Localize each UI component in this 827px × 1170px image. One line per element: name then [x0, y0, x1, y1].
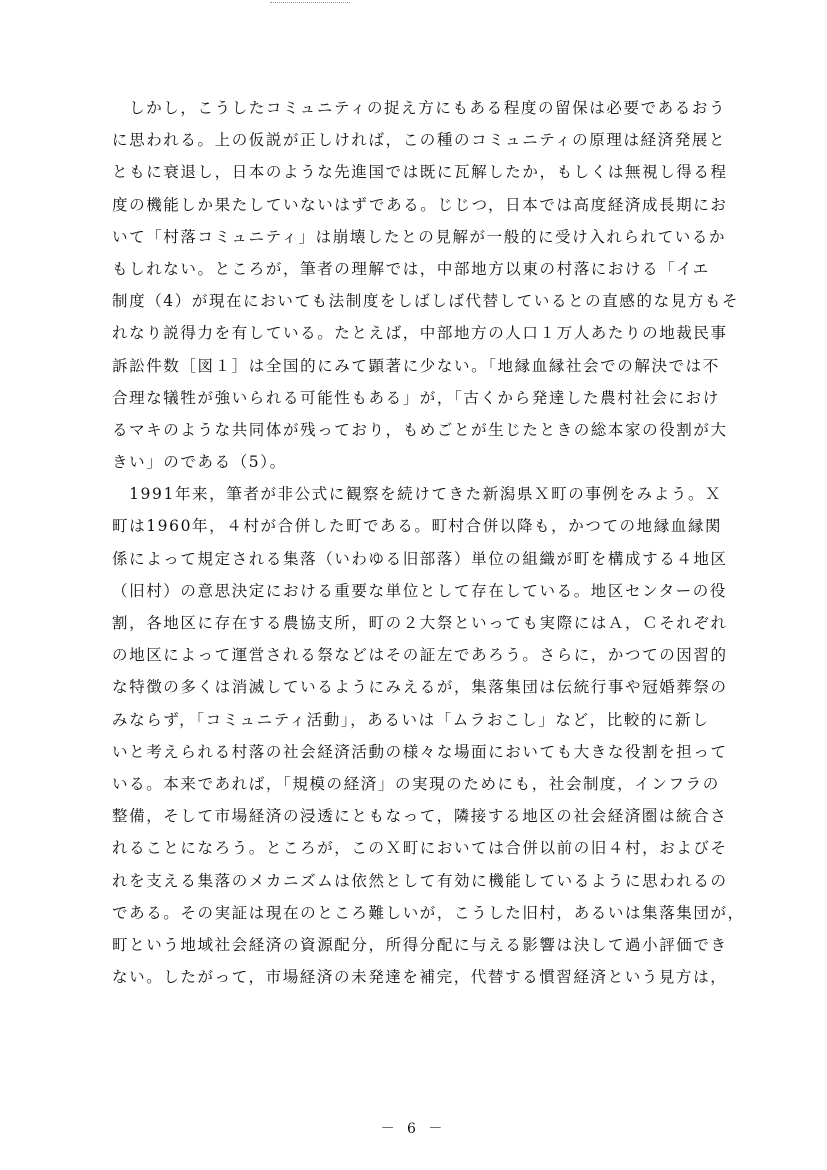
text-line: れなり説得力を有している。たとえば，中部地方の人口１万人あたりの地裁民事	[112, 324, 728, 343]
scan-artifact-mark	[270, 2, 350, 9]
text-line: （旧村）の意思決定における重要な単位として存在している。地区センターの役	[112, 581, 727, 600]
text-line: れることになろう。ところが，このＸ町においては合併以前の旧４村，およびそ	[112, 839, 728, 858]
text-line: れを支える集落のメカニズムは依然として有効に機能しているように思われるの	[112, 871, 728, 890]
text-line: 訴訟件数［図１］は全国的にみて顕著に少ない。「地縁血縁社会での解決では不	[112, 356, 720, 375]
text-line: 町という地域社会経済の資源配分，所得分配に与える影響は決して過小評価でき	[112, 935, 728, 954]
text-line: 1991年来，筆者が非公式に観察を続けてきた新潟県Ｘ町の事例をみよう。Ｘ	[112, 485, 723, 504]
text-line: な特徴の多くは消滅しているようにみえるが，集落集団は伝統行事や冠婚葬祭の	[112, 678, 728, 697]
text-line: 割，各地区に存在する農協支所，町の２大祭といっても実際にはＡ，Ｃそれぞれ	[112, 614, 728, 632]
text-line: しかし，こうしたコミュニティの捉え方にもある程度の留保は必要であるおう	[112, 99, 727, 117]
text-line: の地区によって運営される祭などはその証左であろう。さらに，かつての因習的	[112, 646, 728, 665]
body-text	[112, 92, 762, 993]
text-line: ともに衰退し，日本のような先進国では既に瓦解したか，もしくは無視し得る程	[112, 163, 728, 182]
text-line: きい」のである（5）。	[112, 453, 287, 472]
text-line: いと考えられる村落の社会経済活動の様々な場面においても大きな役割を担って	[112, 742, 728, 761]
text-line: 整備，そして市場経済の浸透にともなって，隣接する地区の社会経済圏は統合さ	[112, 807, 728, 826]
text-line: 制度（4）が現在においても法制度をしばしば代替しているとの直感的な見方もそ	[112, 292, 740, 311]
text-line: いる。本来であれば，「規模の経済」の実現のためにも，社会制度，インフラの	[112, 774, 720, 793]
text-line: に思われる。上の仮説が正しければ，この種のコミュニティの原理は経済発展と	[112, 131, 727, 150]
text-line: みならず，「コミュニティ活動」，あるいは「ムラおこし」など，比較的に新し	[112, 710, 710, 729]
text-line: いて「村落コミュニティ」は崩壊したとの見解が一般的に受け入れられているか	[112, 227, 727, 246]
text-line: もしれない。ところが，筆者の理解では，中部地方以東の村落における「イエ	[112, 259, 710, 278]
text-line: ない。したがって，市場経済の未発達を補完，代替する慣習経済という見方は，	[112, 968, 728, 987]
text-line: 度の機能しか果たしていないはずである。じじつ，日本では高度経済成長期にお	[112, 195, 728, 214]
text-line: 合理な犠牲が強いられる可能性もある」が，「古くから発達した農村社会におけ	[112, 388, 720, 407]
text-line: 係によって規定される集落（いわゆる旧部落）単位の組織が町を構成する４地区	[112, 549, 728, 568]
text-line: 町は1960年，４村が合併した町である。町村合併以降も，かつての地縁血縁関	[112, 517, 723, 536]
text-line: である。その実証は現在のところ難しいが，こうした旧村，あるいは集落集団が，	[112, 903, 745, 922]
page-number: － 6 －	[380, 1121, 447, 1137]
text-line: るマキのような共同体が残っており，もめごとが生じたときの総本家の役割が大	[112, 420, 728, 439]
